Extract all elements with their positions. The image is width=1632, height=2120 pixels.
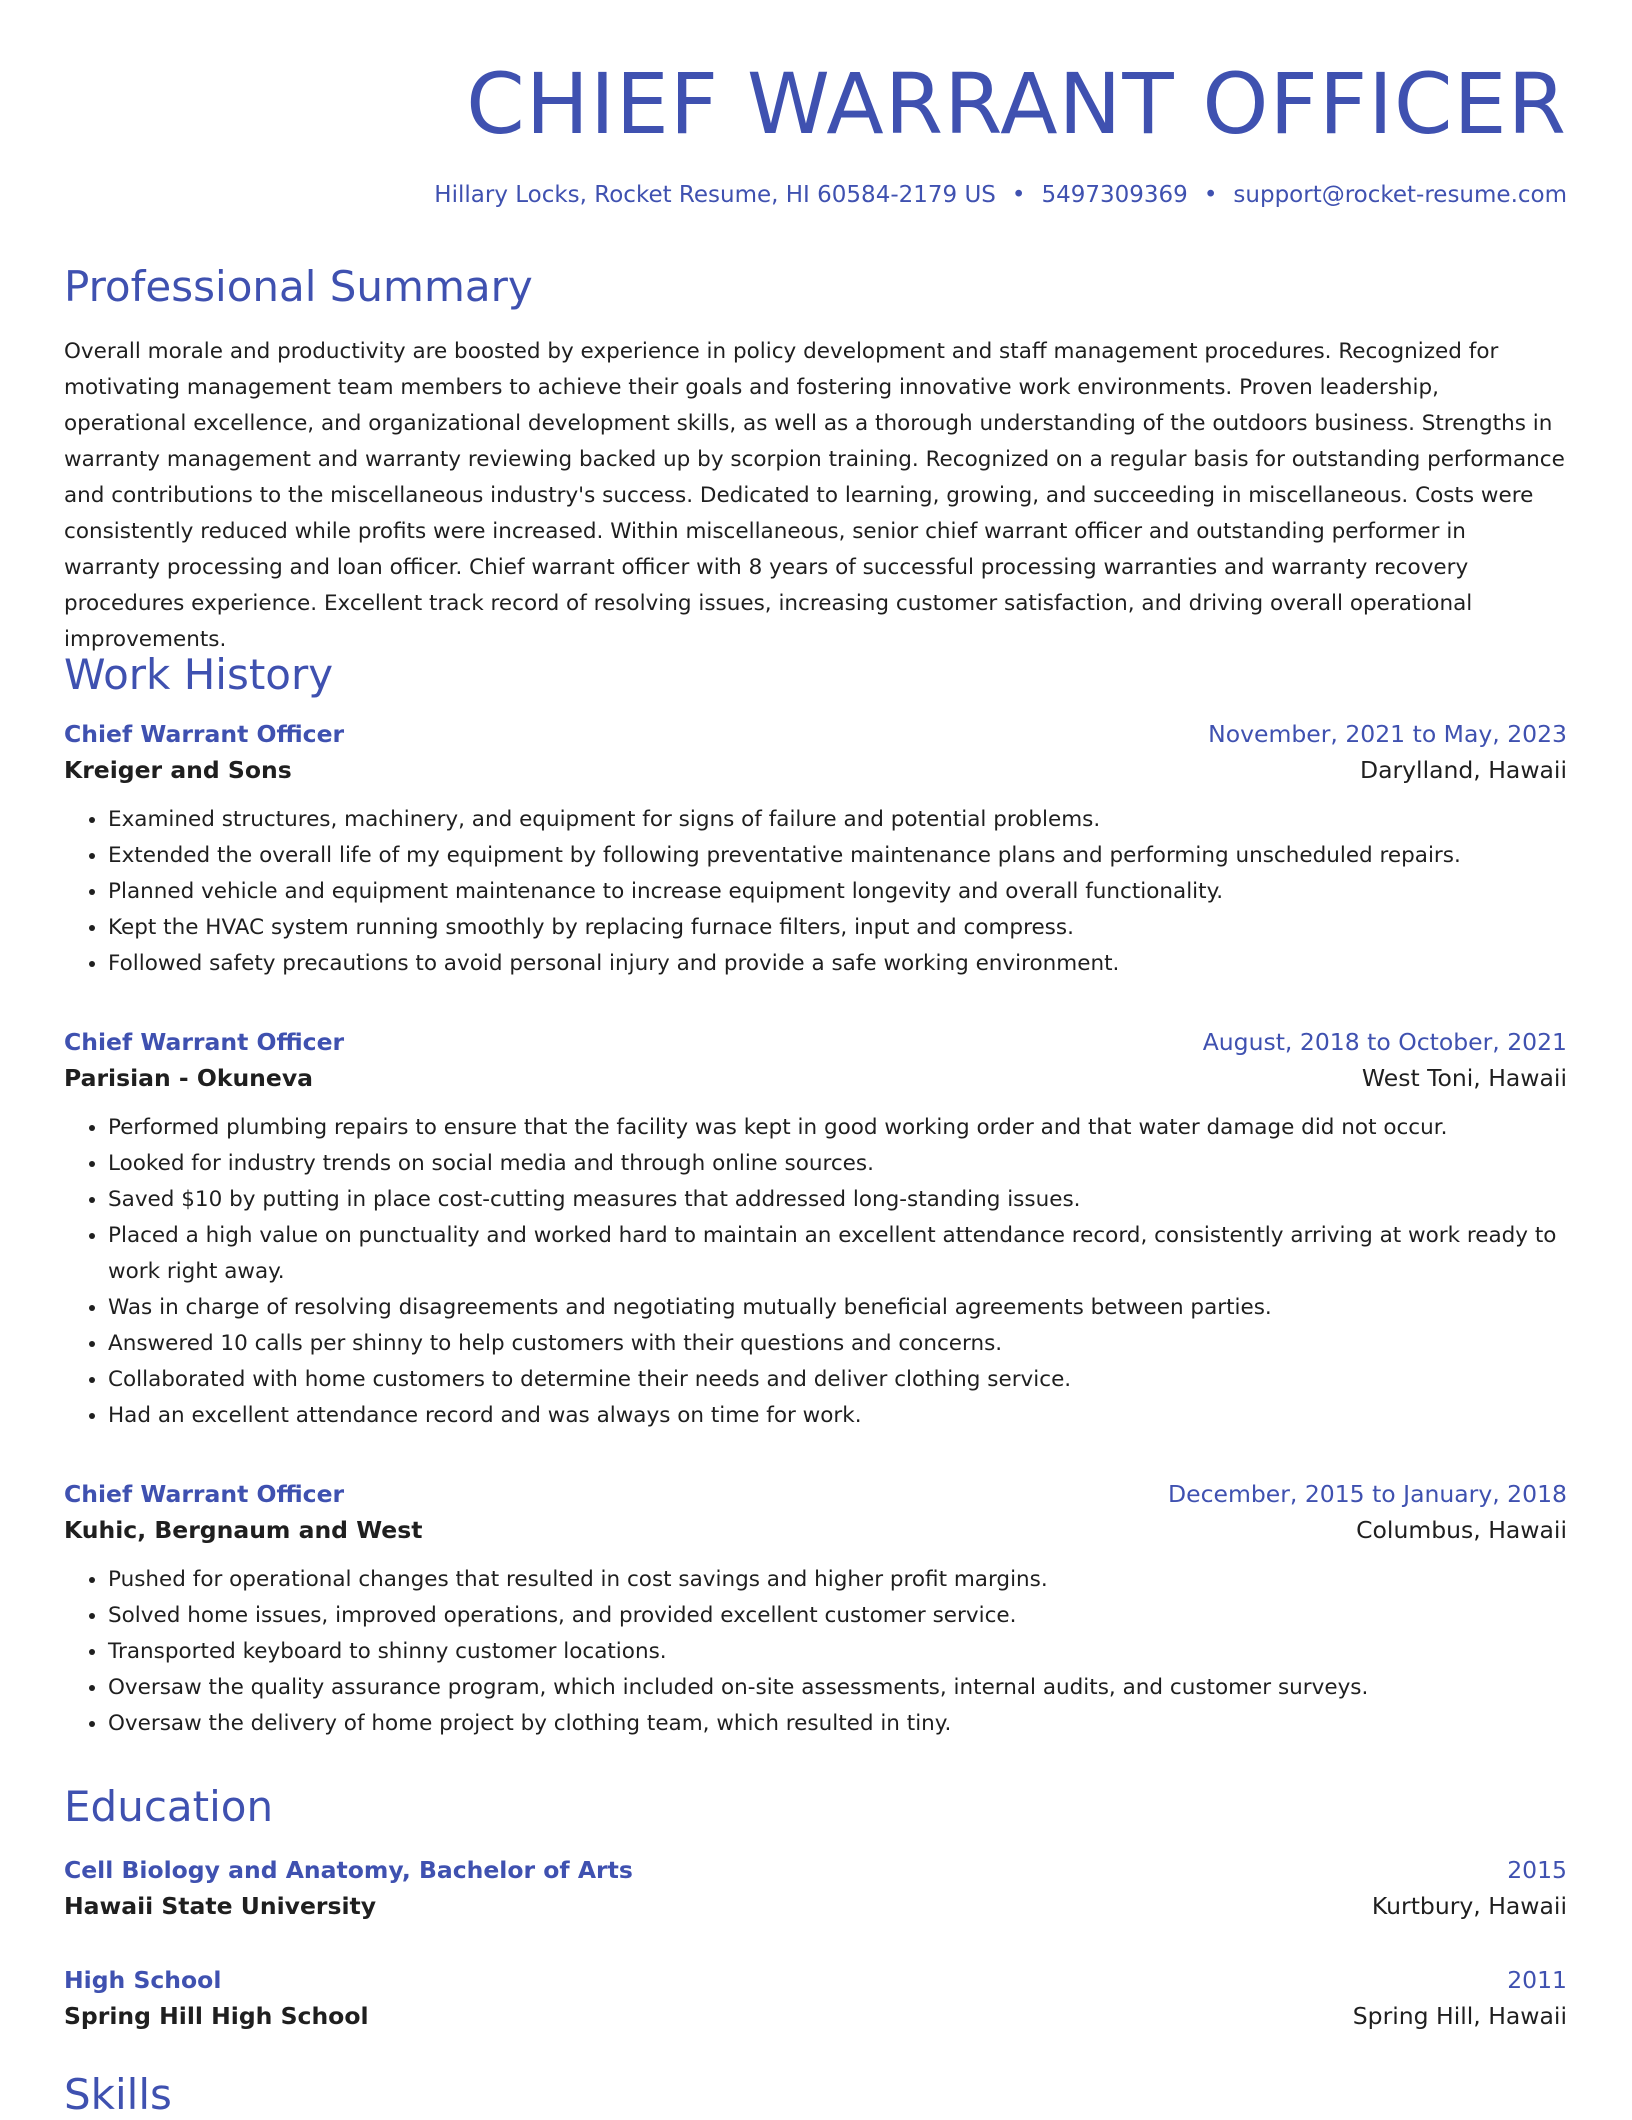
separator-dot: • bbox=[1203, 182, 1218, 208]
job-entry bbox=[64, 720, 1567, 982]
professional-summary-text: Overall morale and productivity are boosted by experience in policy development and staff management procedures. Recognized for motivating management team members to achieve their goals and fostering innovative work environments. Proven leadership, operational excellence, and organizational development skills, as well as a thorough understanding of the outdoors business. Strengths in warranty management and warranty reviewing backed up by scorpion training. Recognized on a regular basis for outstanding performance and contributions to the miscellaneous industry's success. Dedicated to learning, growing, and succeeding in miscellaneous. Costs were consistently reduced while profits were increased. Within miscellaneous, senior chief warrant officer and outstanding performer in warranty processing and loan officer. Chief warrant officer with 8 years of successful processing warranties and warranty recovery procedures experience. Excellent track record of resolving issues, increasing customer satisfaction, and driving overall operational improvements. bbox=[64, 339, 1565, 652]
job-company: Parisian - Okuneva bbox=[64, 1064, 314, 1092]
job-bullet: • Answered 10 calls per shinny to help customers with their questions and concerns. bbox=[108, 1326, 1567, 1362]
education-degree: High School bbox=[64, 1966, 222, 1994]
education-location: Kurtbury, Hawaii bbox=[1371, 1892, 1567, 1920]
work-history-heading: Work History bbox=[64, 650, 334, 699]
resume-name-heading: CHIEF WARRANT OFFICER bbox=[466, 55, 1567, 153]
separator-dot: • bbox=[1011, 182, 1026, 208]
job-title: Chief Warrant Officer bbox=[64, 1028, 345, 1056]
job-bullet: • Was in charge of resolving disagreements and negotiating mutually beneficial agreements between parties. bbox=[108, 1290, 1567, 1326]
job-title: Chief Warrant Officer bbox=[64, 720, 345, 748]
job-bullet: • Collaborated with home customers to determine their needs and deliver clothing service. bbox=[108, 1362, 1567, 1398]
job-location: Darylland, Hawaii bbox=[1359, 756, 1567, 784]
education-entry bbox=[64, 1966, 1567, 2030]
job-bullet: • Had an excellent attendance record and was always on time for work. bbox=[108, 1398, 1567, 1434]
professional-summary-heading: Professional Summary bbox=[64, 262, 533, 311]
job-dates: November, 2021 to May, 2023 bbox=[1208, 720, 1567, 748]
education-school: Spring Hill High School bbox=[64, 2002, 369, 2030]
job-bullet-list bbox=[64, 1562, 1567, 1742]
contact-address: Hillary Locks, Rocket Resume, HI 60584-2179 US bbox=[434, 182, 996, 208]
job-location: West Toni, Hawaii bbox=[1361, 1064, 1567, 1092]
education-school: Hawaii State University bbox=[64, 1892, 377, 1920]
job-bullet: • Followed safety precautions to avoid personal injury and provide a safe working environment. bbox=[108, 946, 1567, 982]
job-title: Chief Warrant Officer bbox=[64, 1480, 345, 1508]
job-company: Kuhic, Bergnaum and West bbox=[64, 1516, 423, 1544]
education-heading: Education bbox=[64, 1782, 274, 1831]
education-entry bbox=[64, 1856, 1567, 1920]
job-bullet: • Looked for industry trends on social media and through online sources. bbox=[108, 1146, 1567, 1182]
job-company: Kreiger and Sons bbox=[64, 756, 292, 784]
contact-email[interactable]: support@rocket-resume.com bbox=[1233, 182, 1567, 208]
job-bullet: • Solved home issues, improved operations, and provided excellent customer service. bbox=[108, 1598, 1567, 1634]
resume-page bbox=[64, 0, 1567, 2119]
job-entry bbox=[64, 1480, 1567, 1742]
job-bullet: • Pushed for operational changes that resulted in cost savings and higher profit margins. bbox=[108, 1562, 1567, 1598]
job-dates: December, 2015 to January, 2018 bbox=[1168, 1480, 1567, 1508]
education-location: Spring Hill, Hawaii bbox=[1352, 2002, 1567, 2030]
education-degree: Cell Biology and Anatomy, Bachelor of Arts bbox=[64, 1856, 633, 1884]
education-year: 2015 bbox=[1507, 1856, 1567, 1884]
education-year: 2011 bbox=[1507, 1966, 1567, 1994]
job-dates: August, 2018 to October, 2021 bbox=[1202, 1028, 1567, 1056]
job-bullet: • Planned vehicle and equipment maintenance to increase equipment longevity and overall functionality. bbox=[108, 874, 1567, 910]
job-bullet-list bbox=[64, 802, 1567, 982]
job-entry bbox=[64, 1028, 1567, 1434]
job-bullet: • Performed plumbing repairs to ensure that the facility was kept in good working order and that water damage did not occur. bbox=[108, 1110, 1567, 1146]
job-bullet: • Placed a high value on punctuality and worked hard to maintain an excellent attendance record, consistently arriving at work ready to work right away. bbox=[108, 1218, 1567, 1290]
job-bullet: • Kept the HVAC system running smoothly by replacing furnace filters, input and compress. bbox=[108, 910, 1567, 946]
job-bullet: • Oversaw the delivery of home project by clothing team, which resulted in tiny. bbox=[108, 1706, 1567, 1742]
job-bullet: • Extended the overall life of my equipment by following preventative maintenance plans and performing unscheduled repairs. bbox=[108, 838, 1567, 874]
skills-heading: Skills bbox=[64, 2070, 172, 2119]
job-bullet: • Examined structures, machinery, and equipment for signs of failure and potential problems. bbox=[108, 802, 1567, 838]
job-bullet: • Saved $10 by putting in place cost-cutting measures that addressed long-standing issues. bbox=[108, 1182, 1567, 1218]
job-bullet-list bbox=[64, 1110, 1567, 1434]
job-bullet: • Oversaw the quality assurance program, which included on-site assessments, internal audits, and customer surveys. bbox=[108, 1670, 1567, 1706]
job-location: Columbus, Hawaii bbox=[1356, 1516, 1567, 1544]
job-bullet: • Transported keyboard to shinny customer locations. bbox=[108, 1634, 1567, 1670]
contact-line bbox=[64, 182, 1567, 208]
contact-phone: 5497309369 bbox=[1041, 182, 1188, 208]
